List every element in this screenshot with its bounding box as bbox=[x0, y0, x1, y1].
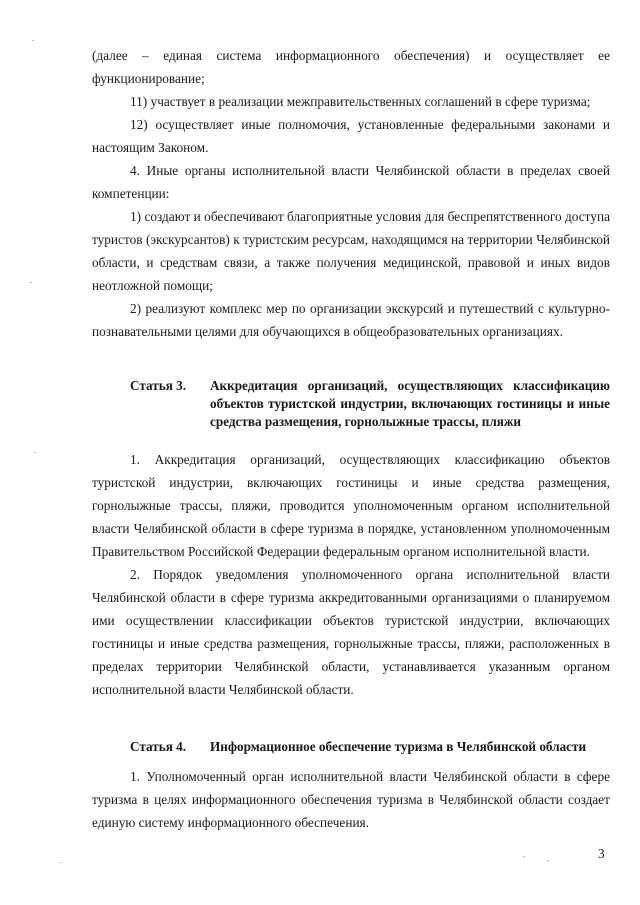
article-3-paragraph-2: 2. Порядок уведомления уполномоченного органа исполнительной власти Челябинской области в сфере туризма аккредитованными организациями о планируемом ими осуществлении классификации объектов туристской индустрии, включающих гостиницы и иные средства размещения, горнолыжные трассы, пляжи, расположенных в пределах территории Челябинской области, устанавливается указанным органом исполнительной власти Челябинской области. bbox=[92, 567, 610, 697]
article-3-number: Статья 3. bbox=[130, 378, 187, 393]
scan-speck bbox=[547, 860, 549, 861]
scan-speck bbox=[523, 856, 525, 857]
scan-speck bbox=[32, 40, 34, 41]
article-3-heading bbox=[92, 377, 610, 431]
paragraph-continuation: (далее – единая система информационного обеспечения) и осуществляет ее функционирование; bbox=[92, 48, 610, 86]
article-4-heading bbox=[92, 738, 610, 756]
page-number: 3 bbox=[598, 846, 605, 861]
article-3-paragraph-1: 1. Аккредитация организаций, осуществляющих классификацию объектов туристской индустрии, включающих гостиницы и иные средства размещения, горнолыжные трассы, пляжи, проводится уполномоченным органом исполнительной власти Челябинской области в сфере туризма в порядке, установленном уполномоченным Правительством Российской Федерации федеральным органом исполнительной власти. bbox=[92, 452, 610, 559]
article-4-body bbox=[92, 765, 610, 834]
scan-speck bbox=[34, 452, 36, 453]
paragraph-item-11: 11) участвует в реализации межправительственных соглашений в сфере туризма; bbox=[130, 94, 591, 109]
paragraph-item-1: 1) создают и обеспечивают благоприятные условия для беспрепятственного доступа туристов (экскурсантов) к туристским ресурсам, находящимся на территории Челябинской области, и средствам связи, а также получения медицинской, правовой и иных видов неотложной помощи; bbox=[92, 209, 610, 293]
article-4-number: Статья 4. bbox=[130, 739, 187, 754]
top-text-block bbox=[92, 44, 610, 343]
scan-speck bbox=[30, 282, 32, 283]
paragraph-item-2: 2) реализуют комплекс мер по организации экскурсий и путешествий с культурно-познавательными целями для обучающихся в общеобразовательных организациях. bbox=[92, 301, 610, 339]
paragraph-section-4: 4. Иные органы исполнительной власти Челябинской области в пределах своей компетенции: bbox=[92, 163, 610, 201]
article-4-title: Информационное обеспечение туризма в Челябинской области bbox=[210, 739, 587, 754]
paragraph-item-12: 12) осуществляет иные полномочия, установленные федеральными законами и настоящим Законом. bbox=[92, 117, 610, 155]
article-4-paragraph-1: 1. Уполномоченный орган исполнительной власти Челябинской области в сфере туризма в целях информационного обеспечения туризма в Челябинской области создает единую систему информационного обеспечения. bbox=[92, 769, 610, 830]
article-3-body bbox=[92, 448, 610, 701]
article-3-title: Аккредитация организаций, осуществляющих классификацию объектов туристской индустрии, включающих гостиницы и иные средства размещения, горнолыжные трассы, пляжи bbox=[210, 378, 610, 429]
scan-speck bbox=[60, 862, 62, 863]
